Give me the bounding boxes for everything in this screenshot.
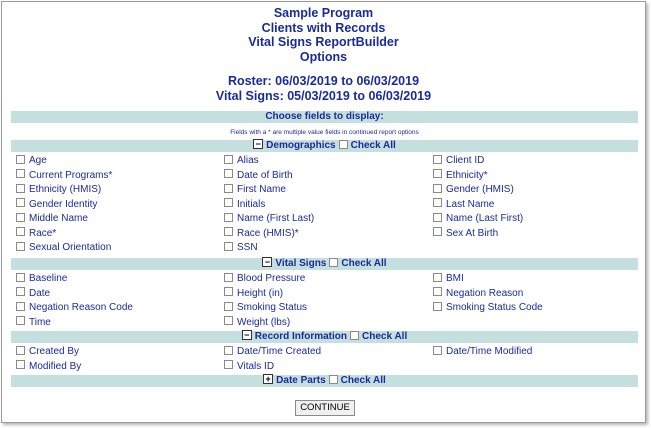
field-option[interactable] [16,272,67,286]
multi-value-note: Fields with a * are multiple value fields in continued report options [230,129,419,136]
field-label: Negation Reason [446,287,524,299]
field-checkbox[interactable] [224,346,233,355]
field-label: Sexual Orientation [29,242,112,253]
field-checkbox[interactable] [433,273,442,282]
choose-fields-label: Choose fields to display: [265,111,384,122]
field-row [11,212,638,226]
field-row [11,198,638,212]
field-label: Alias [237,155,259,166]
field-option[interactable] [433,301,543,315]
field-checkbox[interactable] [16,360,25,369]
field-checkbox[interactable] [224,360,233,369]
field-checkbox[interactable] [224,184,233,193]
record-information-section-title: Record Information [254,331,348,342]
field-label: Baseline [29,273,68,284]
field-checkbox[interactable] [224,316,233,325]
field-label: Vitals ID [237,360,275,372]
field-option[interactable] [16,198,97,212]
field-option[interactable] [224,154,259,168]
field-label: Current Programs* [29,169,113,181]
field-label: Middle Name [29,213,88,224]
field-option[interactable] [224,316,290,330]
check-all-label[interactable]: Check All [340,375,386,386]
field-checkbox[interactable] [433,213,442,222]
field-checkbox[interactable] [433,155,442,164]
field-option[interactable] [224,272,305,286]
field-checkbox[interactable] [16,242,25,251]
report-options-window [1,1,646,423]
field-option[interactable] [224,212,314,226]
field-row [11,345,638,359]
field-option[interactable] [16,345,79,359]
field-label: Name (Last First) [446,213,524,224]
field-checkbox[interactable] [224,302,233,311]
expand-icon[interactable]: + [263,374,273,384]
field-option[interactable] [16,212,88,226]
field-option[interactable] [433,345,532,359]
demographics-section-header [11,140,638,152]
date-parts-section-title: Date Parts [276,375,326,386]
field-label: Race* [29,227,57,239]
field-checkbox[interactable] [224,242,233,251]
field-row [11,169,638,183]
vital-signs-section-header [11,258,638,270]
check-all-label[interactable]: Check All [362,331,408,342]
field-label: Race (HMIS)* [237,227,299,239]
field-option[interactable] [16,287,50,301]
report-title: Clients with Records [261,20,386,35]
options-title: Options [299,49,348,64]
field-option[interactable] [433,169,488,183]
field-label: Height (in) [237,287,284,299]
field-checkbox[interactable] [16,213,25,222]
field-label: Blood Pressure [237,273,306,284]
field-checkbox[interactable] [16,184,25,193]
check-all-label[interactable]: Check All [350,140,396,151]
field-row [11,227,638,241]
field-option[interactable] [16,316,51,330]
field-label: SSN [237,242,258,253]
field-label: Ethnicity* [446,169,488,181]
field-label: Weight (lbs) [237,316,291,328]
vital-signs-range: Vital Signs: 05/03/2019 to 06/03/2019 [215,88,432,103]
field-option[interactable] [224,227,299,241]
field-option[interactable] [433,154,484,168]
date-parts-check-all-checkbox[interactable] [329,375,338,384]
field-label: BMI [446,273,464,284]
field-checkbox[interactable] [16,316,25,325]
field-option[interactable] [433,272,464,286]
field-row [11,287,638,301]
field-checkbox[interactable] [433,346,442,355]
field-checkbox[interactable] [224,227,233,236]
field-label: Initials [237,198,266,210]
field-option[interactable] [224,360,274,374]
field-label: First Name [237,184,286,195]
demographics-section-title: Demographics [266,140,336,151]
field-option[interactable] [16,301,133,315]
field-checkbox[interactable] [224,198,233,207]
field-checkbox[interactable] [224,169,233,178]
field-label: Ethnicity (HMIS) [29,184,102,195]
field-checkbox[interactable] [224,273,233,282]
field-row [11,272,638,286]
record-information-check-all-checkbox[interactable] [350,331,359,340]
field-option[interactable] [433,198,494,212]
collapse-icon[interactable]: − [262,257,272,267]
field-checkbox[interactable] [224,213,233,222]
field-checkbox[interactable] [16,155,25,164]
field-checkbox[interactable] [433,198,442,207]
field-option[interactable] [224,169,293,183]
field-option[interactable] [224,287,283,301]
vital-signs-check-all-checkbox[interactable] [329,258,338,267]
field-row [11,241,638,255]
date-parts-section-header [11,375,638,387]
program-title: Sample Program [273,6,374,20]
field-row [11,154,638,168]
field-checkbox[interactable] [433,227,442,236]
field-checkbox[interactable] [16,302,25,311]
field-label: Date [29,287,51,299]
field-label: Sex At Birth [446,227,499,239]
field-checkbox[interactable] [433,184,442,193]
field-option[interactable] [16,183,101,197]
field-option[interactable] [224,183,286,197]
field-row [11,301,638,315]
vital-signs-section-title: Vital Signs [275,258,327,269]
continue-button[interactable]: CONTINUE [295,400,355,416]
field-option[interactable] [16,241,111,255]
field-checkbox[interactable] [433,302,442,311]
field-checkbox[interactable] [433,287,442,296]
field-option[interactable] [224,198,265,212]
field-row [11,360,638,374]
field-checkbox[interactable] [433,169,442,178]
field-checkbox[interactable] [16,287,25,296]
field-checkbox[interactable] [224,287,233,296]
field-option[interactable] [16,154,47,168]
field-label: Last Name [446,198,495,210]
field-label: Smoking Status Code [446,302,543,313]
field-option[interactable] [224,345,321,359]
field-option[interactable] [16,227,56,241]
choose-fields-bar [11,111,638,123]
check-all-label[interactable]: Check All [341,258,387,269]
field-label: Modified By [29,360,82,372]
field-label: Smoking Status [237,302,308,313]
field-checkbox[interactable] [16,227,25,236]
field-row [11,316,638,330]
field-label: Age [29,155,47,166]
collapse-icon[interactable]: − [253,139,263,149]
field-label: Date/Time Modified [446,346,533,357]
field-checkbox[interactable] [224,155,233,164]
demographics-check-all-checkbox[interactable] [339,140,348,149]
field-option[interactable] [433,287,523,301]
field-checkbox[interactable] [16,169,25,178]
field-option[interactable] [224,301,307,315]
field-option[interactable] [433,227,498,241]
field-label: Date/Time Created [237,346,322,357]
field-label: Name (First Last) [237,213,315,224]
field-label: Client ID [446,155,485,166]
report-header [2,6,645,103]
field-label: Created By [29,346,80,357]
field-option[interactable] [224,241,258,255]
roster-range: Roster: 06/03/2019 to 06/03/2019 [227,74,420,88]
field-row [11,183,638,197]
field-checkbox[interactable] [16,346,25,355]
field-option[interactable] [16,360,81,374]
field-label: Gender (HMIS) [446,184,514,195]
field-checkbox[interactable] [16,273,25,282]
field-label: Time [29,316,51,328]
field-option[interactable] [16,169,112,183]
field-label: Date of Birth [237,169,293,181]
field-option[interactable] [433,183,514,197]
field-label: Negation Reason Code [29,302,133,313]
builder-title: Vital Signs ReportBuilder [248,35,399,49]
field-option[interactable] [433,212,523,226]
field-label: Gender Identity [29,198,98,210]
field-checkbox[interactable] [16,198,25,207]
record-information-section-header [11,331,638,343]
collapse-icon[interactable]: − [242,330,252,340]
